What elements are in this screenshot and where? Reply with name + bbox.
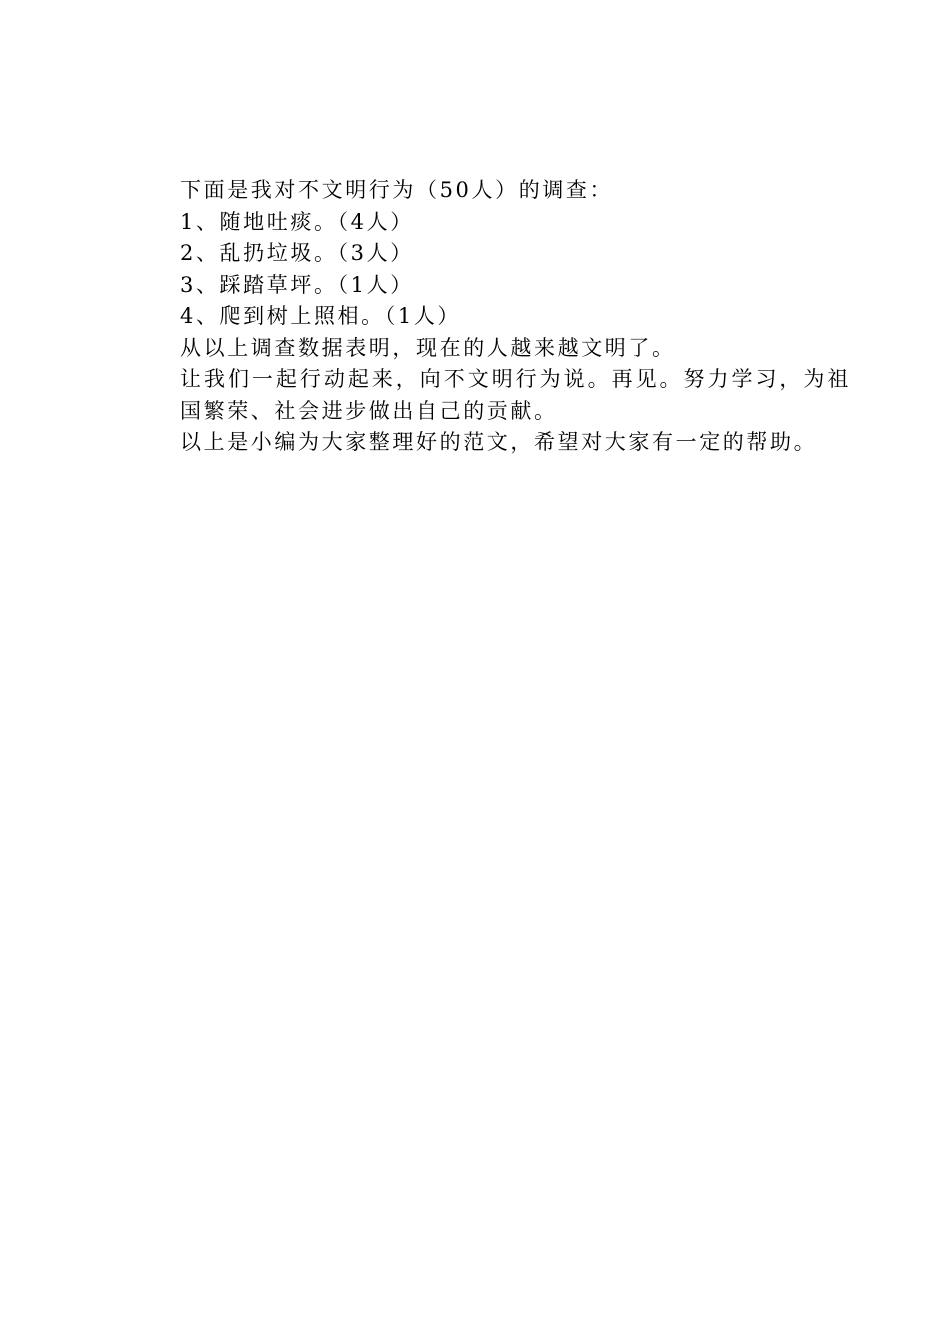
survey-item-littering: 2、乱扔垃圾。（3人） (180, 241, 414, 265)
survey-item-climbing-trees: 4、爬到树上照相。（1人） (180, 304, 462, 328)
document-body (131, 175, 851, 459)
survey-item-spitting: 1、随地吐痰。（4人） (180, 209, 414, 234)
survey-item-trampling-grass: 3、踩踏草坪。（1人） (180, 272, 414, 297)
call-to-action: 让我们一起行动起来，向不文明行为说。再见。努力学习，为祖国繁荣、社会进步做出自己的贡献。 (180, 367, 851, 423)
closing-note: 以上是小编为大家整理好的范文，希望对大家有一定的帮助。 (180, 430, 818, 454)
survey-intro: 下面是我对不文明行为（50人）的调查： (180, 178, 614, 202)
survey-conclusion: 从以上调查数据表明，现在的人越来越文明了。 (180, 335, 676, 360)
